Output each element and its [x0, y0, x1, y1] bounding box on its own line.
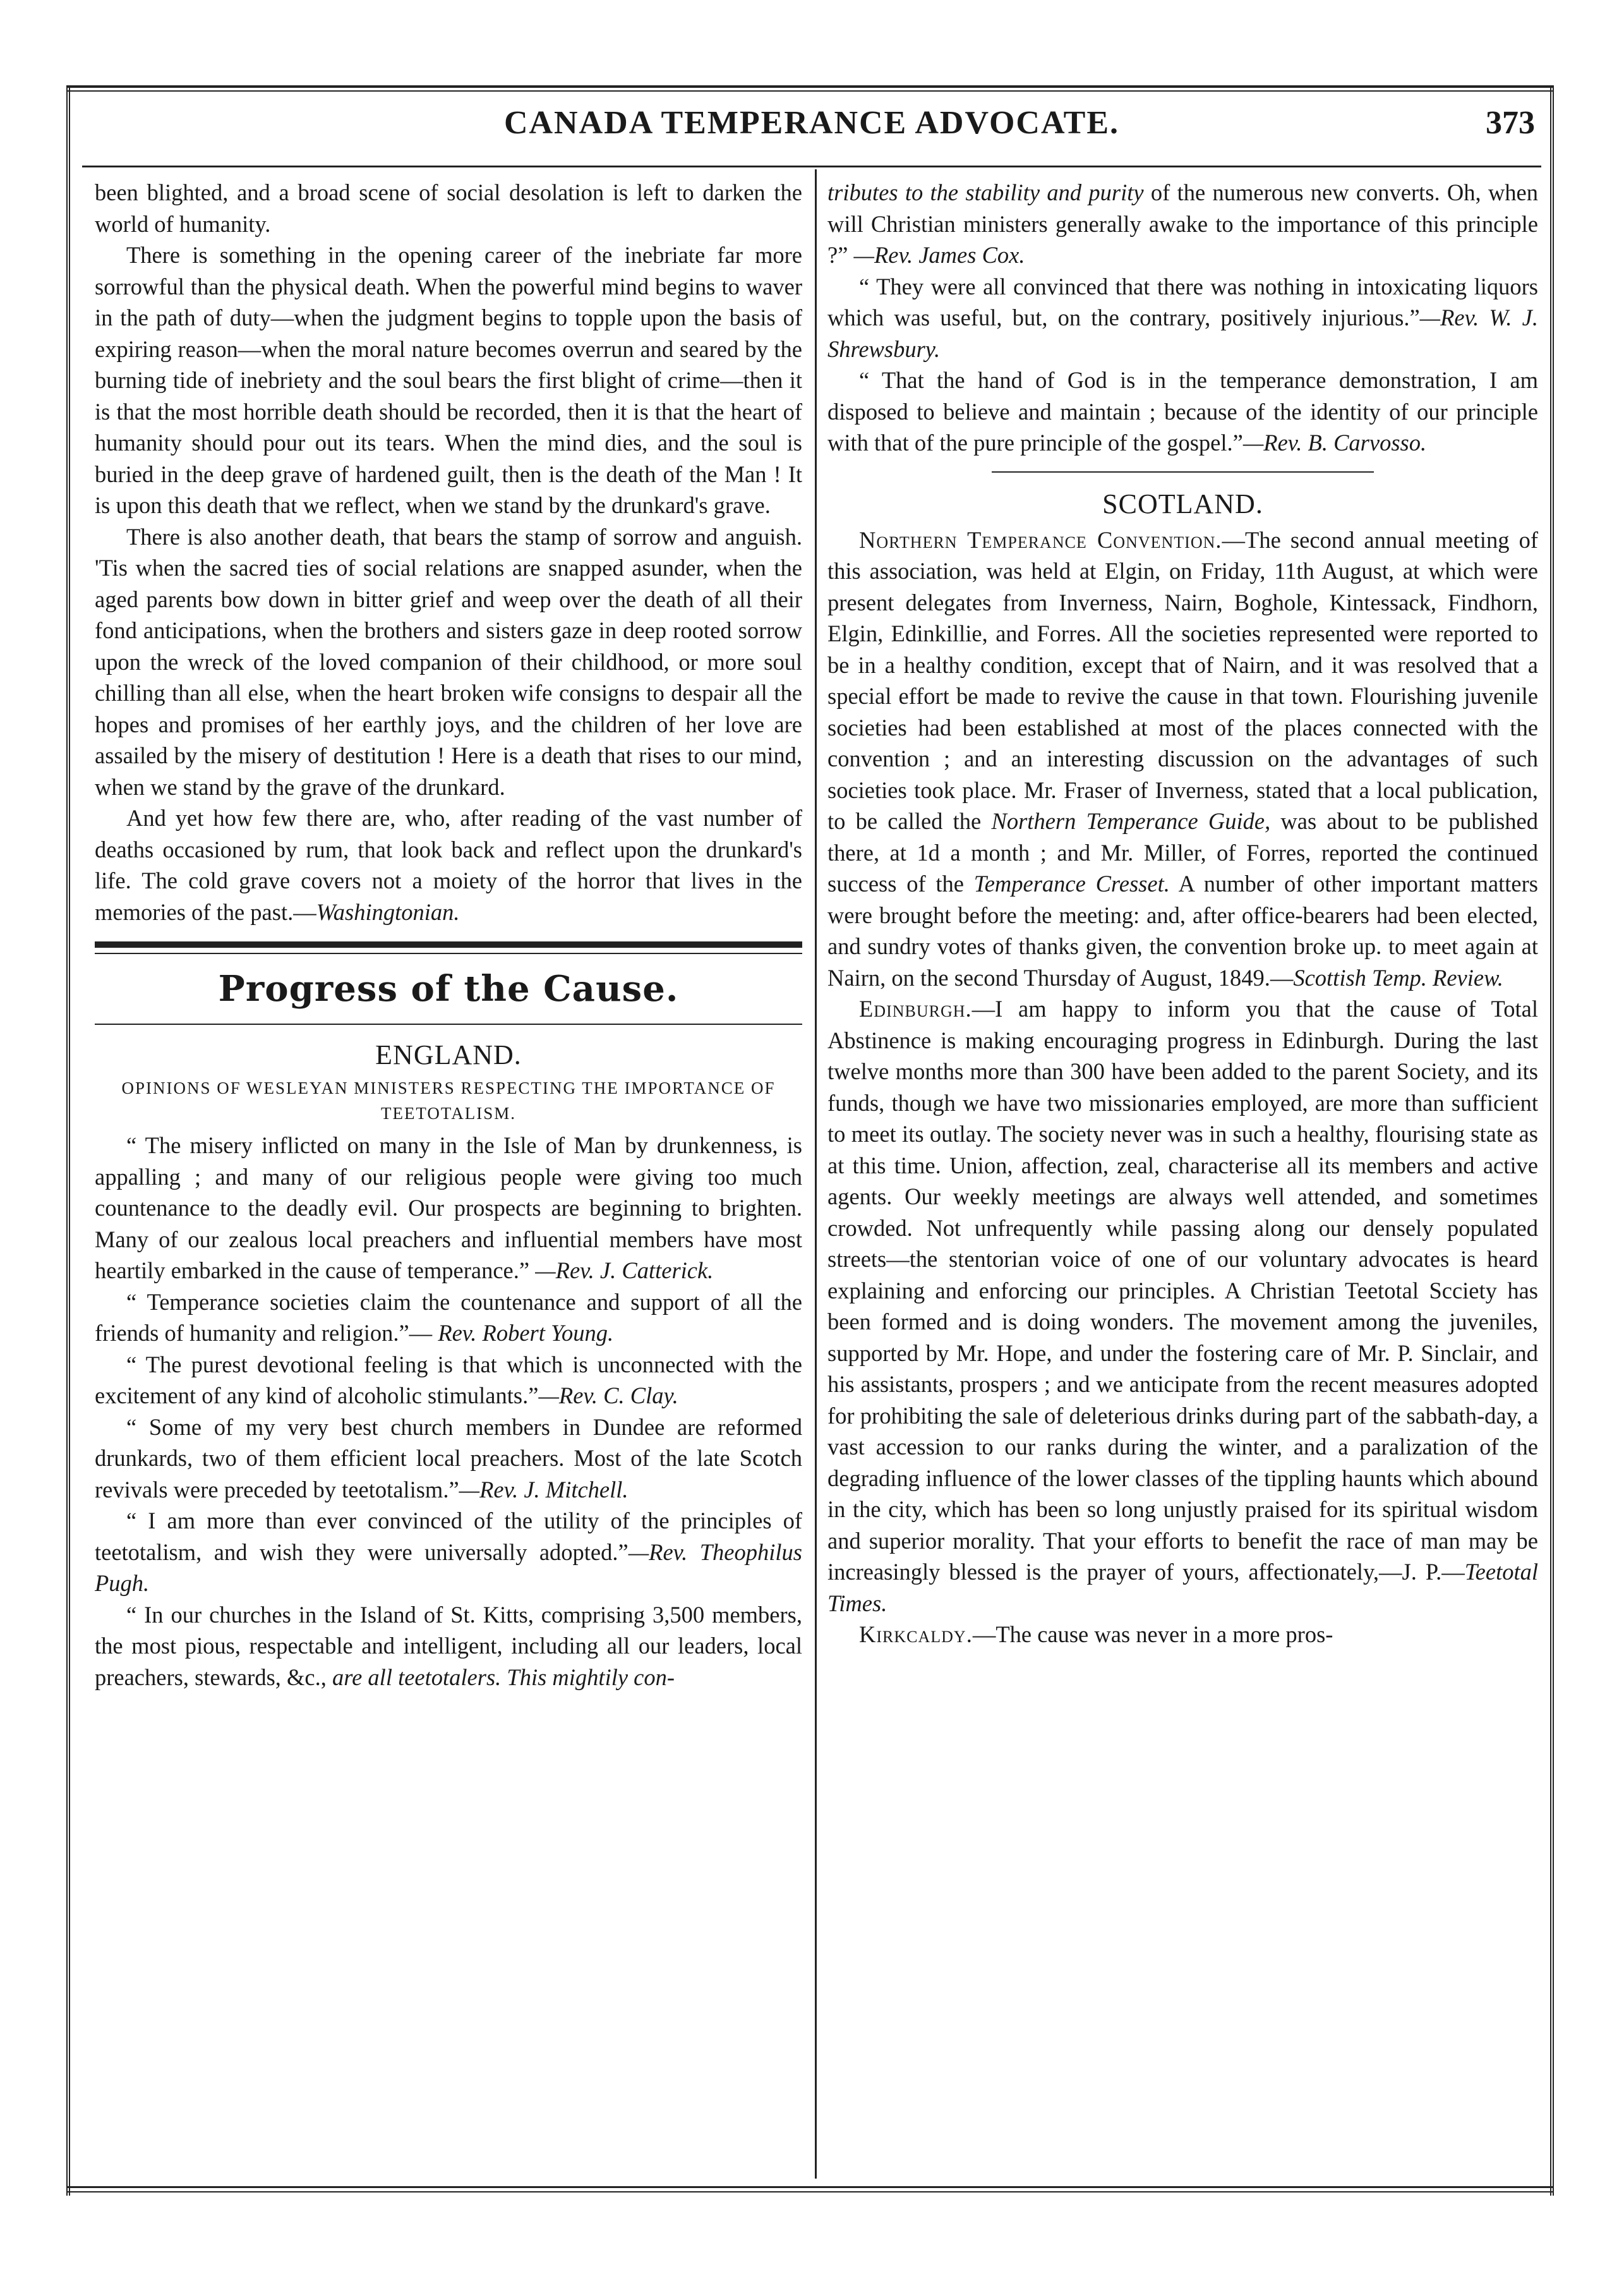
- quote-attribution: —Rev. C. Clay.: [538, 1382, 678, 1408]
- quote-text: “ That the hand of God is in the temperance demonstration, I am disposed to believe and maintain ; because of the identity of our principle with that of the pure principle of the gospel.”: [827, 367, 1538, 456]
- quote-attribution: —Rev. James Cox.: [853, 242, 1025, 268]
- paragraph-text: And yet how few there are, who, after reading of the vast number of deaths occasioned by rum, that look back and reflect upon the drunkard's life. The cold grave covers not a moiety of the horror that lives in the memories of the past.—: [95, 805, 802, 925]
- quote-text: “ In our churches in the Island of St. Kitts, comprising 3,500 members, the most pious, respectable and intelligent, including all our leaders, local preachers, stewards, &c.,: [95, 1601, 802, 1690]
- news-item-text: —The cause was never in a more pros-: [972, 1621, 1333, 1647]
- quote: [827, 365, 1538, 459]
- news-item-italic: Scottish Temp. Review.: [1293, 964, 1503, 991]
- quote-text: “ The misery inflicted on many in the Isle of Man by drunkenness, is appalling ; and many of our religious people were giving too much countenance to the deadly evil. Our prospects are beginning to brighten. Many of our zealous local preachers and influential members have most heartily embarked in the cause of temperance.”: [95, 1132, 802, 1283]
- news-item: [827, 993, 1538, 1619]
- news-item-lead: Kirkcaldy.: [859, 1621, 973, 1647]
- quote: [827, 271, 1538, 365]
- section-title: Progress of the Cause.: [218, 968, 679, 1010]
- quote-attribution: —Rev. Theophilus Pugh.: [95, 1539, 802, 1596]
- section-rule: [95, 953, 802, 954]
- bottom-border-rule: [66, 2186, 1554, 2192]
- paragraph: There is also another death, that bears the stamp of sorrow and anguish. 'Tis when the sacred ties of social relations are snapped asunder, when the aged parents bow down in bitter grief and weep over the death of all their fond anticipations, when the brothers and sisters gaze in deep rooted sorrow upon the wreck of the loved companion of their childhood, or more soul chilling than all else, when the heart broken wife consigns to despair all the hopes and promises of her earthly joys, and the children of her love are assailed by the misery of destitution ! Here is a death that rises to our mind, when we stand by the grave of the drunkard.: [95, 523, 802, 800]
- quote-italic-lead: tributes to the stability and purity: [827, 179, 1144, 205]
- paragraph: been blighted, and a broad scene of social desolation is left to darken the world of humanity.: [95, 179, 802, 237]
- news-item-italic: Teetotal Times.: [827, 1559, 1538, 1616]
- quote-attribution: —Rev. J. Mitchell.: [459, 1476, 629, 1503]
- left-column: [95, 177, 802, 1693]
- news-item: [827, 524, 1538, 994]
- quote-text: “ Some of my very best church members in Dundee are reformed drunkards, two of them efficient local preachers. Most of the late Scotch revivals were preceded by teetotalism.”: [95, 1413, 802, 1503]
- scotland-items: [827, 524, 1538, 1650]
- quote: [827, 177, 1538, 271]
- scotland-heading: SCOTLAND.: [1102, 488, 1263, 519]
- quote-text: “ Temperance societies claim the countenance and support of all the friends of humanity and religion.”—: [95, 1288, 802, 1346]
- news-item: [827, 1619, 1538, 1650]
- paragraph: [95, 802, 802, 928]
- page-header: [82, 104, 1541, 155]
- section-rule: [992, 471, 1374, 473]
- quote-attribution: —Rev. J. Catterick.: [535, 1257, 714, 1283]
- news-item-lead: Edinburgh.: [859, 996, 972, 1022]
- quote: [95, 1599, 802, 1693]
- page-number: 373: [1486, 105, 1535, 141]
- quote-text: “ They were all convinced that there was nothing in intoxicating liquors which was useful, but, on the contrary, positively injurious.”: [827, 273, 1538, 330]
- paragraph: There is something in the opening career of the inebriate far more sorrowful than the physical death. When the powerful mind begins to waver in the path of duty—when the judgment begins to topple upon the basis of expiring reason—when the moral nature becomes overrun and seared by the burning tide of inebriety and the soul bears the first blight of crime—then it is that the most horrible death should be recorded, then it is that the heart of humanity should pour out its tears. When the mind dies, and the soul is buried in the deep grave of hardened guilt, then is the death of the Man ! It is upon this death that we reflect, when we stand by the drunkard's grave.: [95, 242, 802, 518]
- attribution: Washingtonian.: [316, 898, 460, 925]
- news-item-italic: Northern Temperance Guide,: [991, 808, 1271, 834]
- news-item-text: was about to be published there, at 1d a month ; and Mr. Miller, of Forres, reported the continued success of the: [827, 808, 1538, 897]
- quote-text: of the numerous new converts. Oh, when will Christian ministers generally awake to the importance of this principle ?”: [827, 179, 1539, 268]
- news-item-text: A number of other important matters were brought before the meeting: and, after office-bearers had been elected, and sundry votes of thanks given, the convention broke up. to meet again at Nairn, on the second Thursday of August, 1849.—: [827, 871, 1538, 991]
- quote: [95, 1349, 802, 1412]
- right-column: [827, 177, 1538, 1650]
- news-item-italic: Temperance Cresset.: [973, 871, 1170, 897]
- quote-attribution: —Rev. B. Carvosso.: [1242, 430, 1427, 456]
- quote: [95, 1505, 802, 1599]
- quote: [95, 1412, 802, 1506]
- quote-attribution: Rev. Robert Young.: [438, 1320, 614, 1346]
- quote-text: “ I am more than ever convinced of the utility of the principles of teetotalism, and wish they were universally adopted.”: [95, 1508, 802, 1565]
- england-heading: ENGLAND.: [375, 1039, 522, 1070]
- news-item-lead: Northern Temperance Convention.: [859, 526, 1222, 553]
- column-divider: [815, 169, 817, 2179]
- section-rule: [95, 1024, 802, 1025]
- publication-title: CANADA TEMPERANCE ADVOCATE.: [503, 105, 1120, 141]
- quote-attribution: are all teetotalers. This mightily con-: [332, 1664, 675, 1690]
- news-item-text: —The second annual meeting of this association, was held at Elgin, on Friday, 11th August, at which were present delegates from Inverness, Nairn, Boghole, Kintessack, Findhorn, Elgin, Edinkillie, and Forres. All the societies represented were reported to be in a healthy condition, except that of Nairn, and it was resolved that a special effort be made to revive the cause in that town. Flourishing juvenile societies had been established at most of the places connected with the convention ; and an interesting discussion on the advantages of such societies took place. Mr. Fraser of Inverness, stated that a local publication, to be called the: [827, 526, 1538, 834]
- wesleyan-subheading: OPINIONS OF WESLEYAN MINISTERS RESPECTING THE IMPORTANCE OF TEETOTALISM.: [121, 1079, 776, 1123]
- quote-text: “ The purest devotional feeling is that which is unconnected with the excitement of any kind of alcoholic stimulants.”: [95, 1351, 802, 1408]
- section-rule: [95, 941, 802, 948]
- news-item-text: —I am happy to inform you that the cause of Total Abstinence is making encouraging progress in Edinburgh. During the last twelve months more than 300 have been added to the parent Society, and its funds, though we have two missionaries employed, are more than sufficient to meet its outlay. The society never was in such a healthy, flourising state as at this time. Union, affection, zeal, characterise all its members and active agents. Our weekly meetings are always well attended, and sometimes crowded. Not unfrequently while passing along our densely populated streets—the stentorian voice of one of our voluntary advocates is heard explaining and enforcing our principles. A Christian Teetotal Sсciety has been formed and is doing wonders. The movement among the juveniles, supported by Mr. Hope, and under the fostering care of Mr. P. Sinclair, and his assistants, prospers ; and we anticipate from the recent measures adopted for prohibiting the sale of deleterious drinks during part of the sabbath-day, a vast accession to our ranks during the winter, and a paralization of the degrading influence of the lower classes of the tippling haunts which abound in the city, which has been so long unjustly praised for its spiritual wisdom and superior morality. That your efforts to benefit the race of man may be increasingly blessed is the prayer of yours, affectionately,—J. P.—: [827, 996, 1538, 1585]
- quote: [95, 1286, 802, 1349]
- quote-attribution: —Rev. W. J. Shrewsbury.: [827, 305, 1538, 362]
- quote: [95, 1130, 802, 1286]
- header-rule: [82, 166, 1541, 167]
